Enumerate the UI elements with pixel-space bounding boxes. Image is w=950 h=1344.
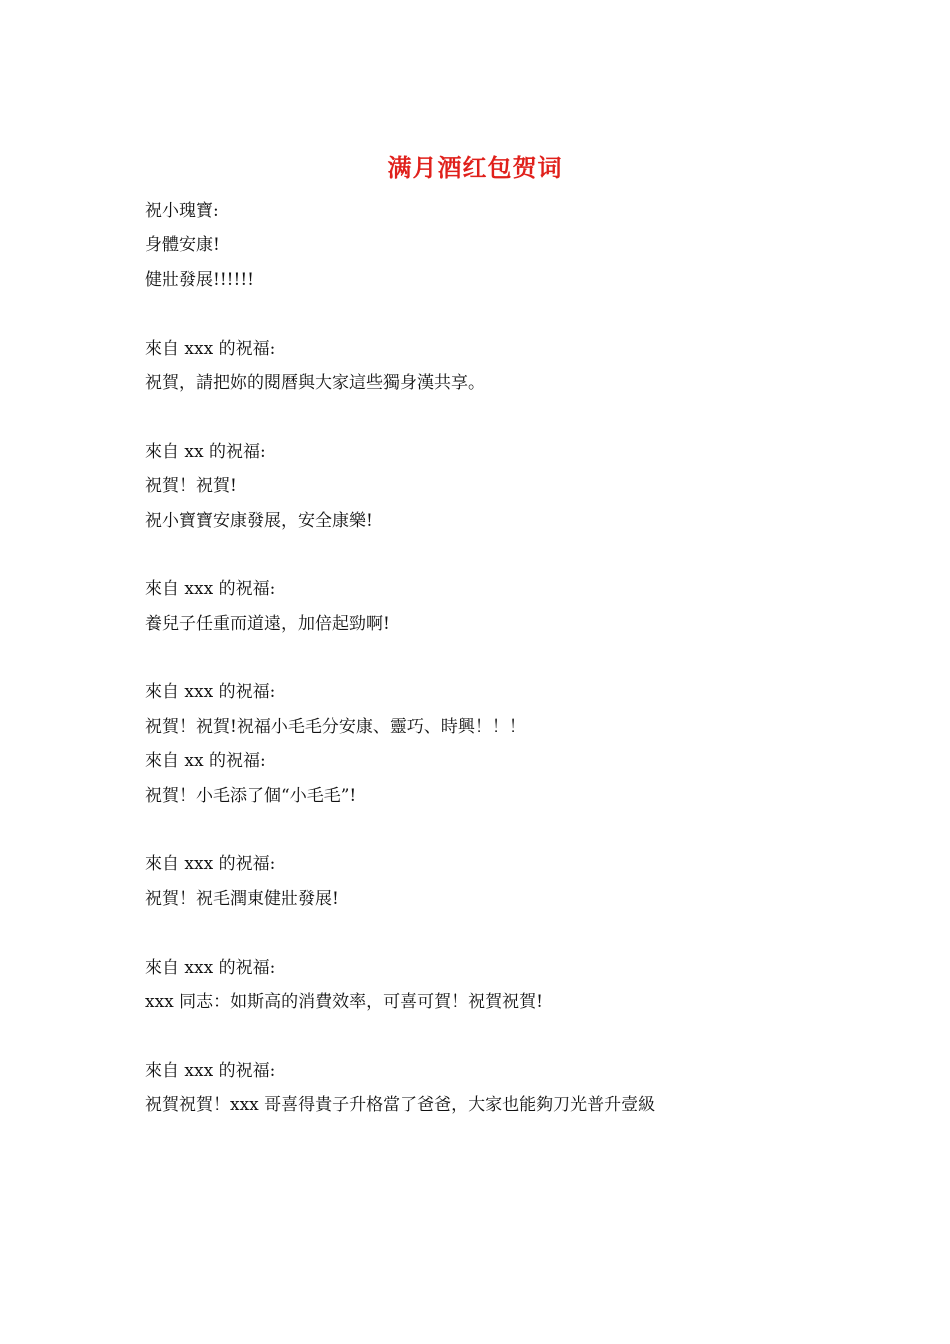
blank-line bbox=[145, 641, 845, 675]
text-line: xxx 同志：如斯高的消費效率，可喜可賀！祝賀祝賀! bbox=[145, 991, 543, 1012]
text-line: 養兒子任重而道遠，加倍起勁啊! bbox=[145, 613, 390, 634]
text-line: 來自 xxx 的祝福: bbox=[145, 338, 276, 359]
blank-line bbox=[145, 813, 845, 847]
document-body bbox=[145, 194, 845, 1123]
blank-line bbox=[145, 297, 845, 331]
text-line: 身體安康! bbox=[145, 235, 220, 256]
text-line: 來自 xxx 的祝福: bbox=[145, 957, 276, 978]
text-line: 來自 xxx 的祝福: bbox=[145, 1060, 276, 1081]
blank-line bbox=[145, 1019, 845, 1053]
blank-line bbox=[145, 538, 845, 572]
document-title: 满月酒红包贺词 bbox=[387, 153, 563, 182]
text-line: 來自 xx 的祝福: bbox=[145, 751, 266, 772]
text-line: 來自 xxx 的祝福: bbox=[145, 682, 276, 703]
text-line: 來自 xxx 的祝福: bbox=[145, 854, 276, 875]
text-line: 健壯發展!!!!!! bbox=[145, 269, 254, 290]
text-line: 祝賀！小毛添了個“小毛毛”! bbox=[145, 785, 357, 806]
text-line: 祝賀！祝賀! bbox=[145, 476, 237, 497]
text-line: 來自 xx 的祝福: bbox=[145, 441, 266, 462]
text-line: 祝賀，請把妳的閱曆與大家這些獨身漢共享。 bbox=[145, 372, 485, 393]
text-line: 祝小寶寶安康發展，安全康樂! bbox=[145, 510, 373, 531]
text-line: 祝賀！祝毛潤東健壯發展! bbox=[145, 888, 339, 909]
text-line: 祝賀祝賀！xxx 哥喜得貴子升格當了爸爸，大家也能夠刀光普升壹級 bbox=[145, 1095, 656, 1116]
blank-line bbox=[145, 400, 845, 434]
blank-line bbox=[145, 916, 845, 950]
text-line: 祝小瑰寶: bbox=[145, 201, 219, 221]
text-line: 祝賀！祝賀!祝福小毛毛分安康、靈巧、時興！！！ bbox=[145, 716, 526, 737]
text-line: 來自 xxx 的祝福: bbox=[145, 579, 276, 600]
